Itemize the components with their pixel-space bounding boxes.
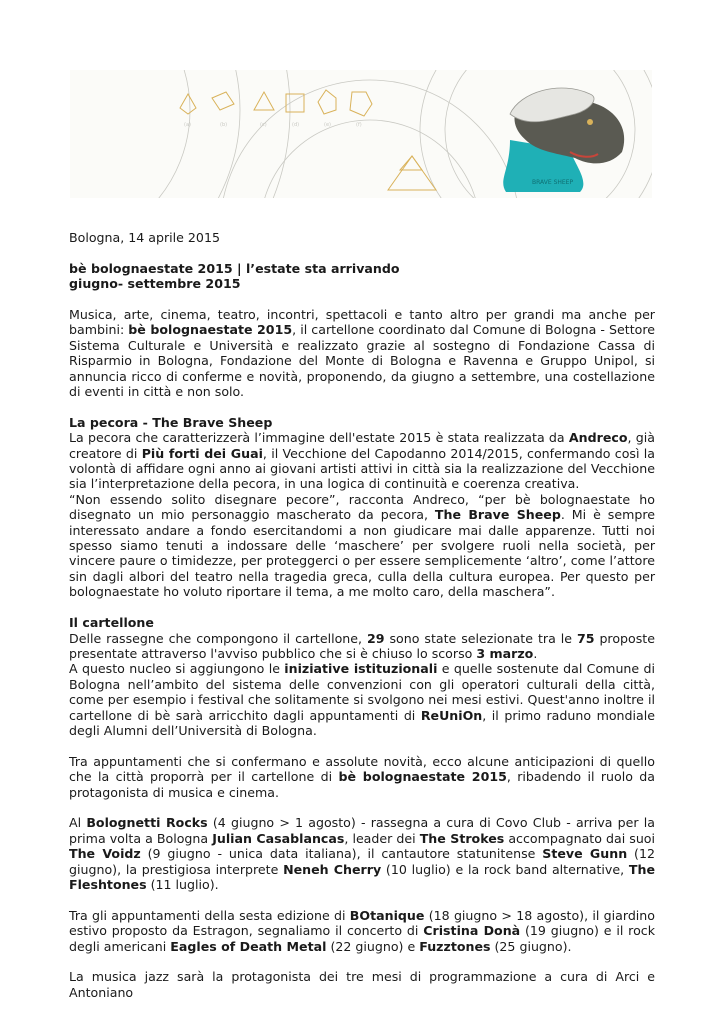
text-run: .: [533, 645, 538, 661]
text-run: , il cartellone coordinato dal Comune di Bologna - Settore Sistema Culturale e Università e realizzato grazie al sostegno di Fondazione Cassa di Risparmio in Bologna, Fondazione del Monte di Bologna e Ravenna e Gruppo Unipol, si annuncia ricco di conferme e novità, proponendo, da giugno a settembre, una costellazione di eventi in città e non solo.: [69, 322, 655, 400]
svg-text:(e): (e): [324, 122, 331, 128]
bolognetti-paragraph: [69, 815, 655, 892]
text-run: (11 luglio).: [146, 876, 219, 892]
text-run: , già creatore di: [69, 430, 656, 461]
title-line-1: bè bolognaestate 2015 | l’estate sta arrivando: [69, 260, 400, 276]
bold-text: The Brave Sheep: [434, 507, 561, 523]
text-run: La pecora che caratterizzerà l’immagine dell'estate 2015 è stata realizzata da: [69, 430, 569, 446]
bold-text: Fuzztones: [419, 938, 491, 954]
text-run: Musica, arte, cinema, teatro, incontri, spettacoli e tanto altro per grandi ma anche per bambini:: [69, 307, 655, 338]
text-run: Delle rassegne che compongono il cartellone,: [69, 630, 367, 646]
bold-text: Julian Casablancas: [212, 830, 345, 846]
brave-sheep-label: BRAVE SHEEP: [532, 179, 574, 186]
jazz-paragraph: La musica jazz sarà la protagonista dei tre mesi di programmazione a cura di Arci e Antoniano: [69, 969, 655, 1000]
text-run: A questo nucleo si aggiungono le: [69, 661, 285, 677]
anticipazioni-paragraph: [69, 754, 655, 800]
text-run: , ribadendo il ruolo da protagonista di musica e cinema.: [69, 769, 655, 800]
text-run: . Mi è sempre interessato andare a fondo esercitandomi a non giudicare mai dalle apparenze. Tutti noi spesso siamo tenuti a indossare delle ‘maschere’ per svolgere ruoli nella società, per vincere paure o timidezze, per proteggerci o per essere semplicemente ‘altro’, come l’attore sin dagli albori del teatro nella tragedia greca, culla della cultura europea. Per questo per bolognaestate ho voluto riportare il tema, a me molto caro, della maschera”.: [69, 507, 655, 600]
date-line: Bologna, 14 aprile 2015: [69, 230, 220, 245]
svg-text:(c): (c): [260, 122, 267, 128]
bold-text: Più forti dei Guai: [141, 445, 263, 461]
bold-text: The Fleshtones: [69, 861, 656, 892]
text-run: (10 luglio) e la rock band alternative,: [381, 861, 629, 877]
bold-text: 29: [366, 630, 385, 646]
bold-text: iniziative istituzionali: [284, 661, 438, 677]
bold-text: BOtanique: [349, 907, 425, 923]
bold-text: Andreco: [568, 430, 628, 446]
bold-text: Bolognetti Rocks: [86, 815, 208, 831]
text-run: (12 giugno), la prestigiosa interprete: [69, 846, 655, 877]
intro-paragraph: [69, 307, 655, 399]
cartellone-paragraph-1: [69, 631, 655, 662]
text-run: (4 giugno > 1 agosto) - rassegna a cura di Covo Club - arriva per la prima volta a Bologna: [69, 815, 656, 846]
text-run: (18 giugno > 18 agosto), il giardino estivo proposto da Estragon, segnaliamo il concerto di: [69, 907, 655, 939]
header-banner: [70, 70, 652, 198]
text-run: “Non essendo solito disegnare pecore”, racconta Andreco, “per bè bolognaestate ho disegnato un mio personaggio mascherato da pecora,: [69, 491, 655, 523]
text-run: Tra gli appuntamenti della sesta edizione di: [69, 907, 350, 923]
document-body: [69, 230, 655, 1016]
text-run: , leader dei: [344, 830, 420, 846]
bold-text: Cristina Donà: [423, 923, 521, 939]
bold-text: ReUniOn: [420, 707, 483, 723]
text-run: (22 giugno) e: [326, 938, 420, 954]
bold-text: bè bolognaestate 2015: [128, 322, 293, 338]
pecora-paragraph-1: [69, 430, 655, 492]
text-run: (19 giugno) e il rock degli americani: [69, 923, 656, 954]
text-run: , il primo raduno mondiale degli Alumni dell’Università di Bologna.: [69, 707, 655, 738]
text-run: accompagnato dai suoi: [504, 830, 656, 846]
svg-text:(a): (a): [184, 122, 191, 128]
bold-text: Eagles of Death Metal: [170, 938, 327, 954]
title-line-2: giugno- settembre 2015: [69, 276, 241, 292]
cartellone-paragraph-2: [69, 661, 655, 738]
bold-text: 75: [576, 630, 595, 646]
botanique-paragraph: [69, 908, 655, 954]
text-run: Al: [69, 815, 87, 831]
text-run: sono state selezionate tra le: [384, 630, 577, 646]
bold-text: Neneh Cherry: [283, 861, 382, 877]
brave-sheep-illustration: [70, 70, 652, 198]
section-title-pecora: La pecora - The Brave Sheep: [69, 414, 273, 430]
pecora-paragraph-2: [69, 492, 655, 600]
svg-text:(b): (b): [220, 122, 228, 128]
svg-text:(f): (f): [356, 122, 362, 128]
text-run: Tra appuntamenti che si confermano e assolute novità, ecco alcune anticipazioni di quello che la città proporrà per il cartellone di: [69, 753, 655, 785]
text-run: , il Vecchione del Capodanno 2014/2015, confermando così la volontà di affidare ogni anno ai giovani artisti attivi in città sia la realizzazione del Vecchione sia l’interpretazione della pecora, in una logica di continuità e coerenza creativa.: [69, 445, 655, 492]
bold-text: The Strokes: [419, 830, 505, 846]
bold-text: bè bolognaestate 2015: [338, 769, 507, 785]
svg-text:(d): (d): [292, 122, 300, 128]
section-title-cartellone: Il cartellone: [69, 615, 154, 631]
bold-text: Steve Gunn: [542, 846, 628, 862]
bold-text: 3 marzo: [476, 645, 534, 661]
bold-text: The Voidz: [69, 846, 141, 862]
text-run: proposte presentate attraverso l'avviso pubblico che si è chiuso lo scorso: [69, 630, 655, 661]
text-run: e quelle sostenute dal Comune di Bologna nell’ambito del sistema delle convenzioni con gli operatori culturali della città, come per esempio i festival che solitamente si svolgono nei mesi estivi. Quest'anno inoltre il cartellone di bè sarà arricchito dagli appuntamenti di: [69, 661, 655, 723]
text-run: (9 giugno - unica data italiana), il cantautore statunitense: [140, 846, 543, 862]
text-run: (25 giugno).: [490, 938, 572, 954]
